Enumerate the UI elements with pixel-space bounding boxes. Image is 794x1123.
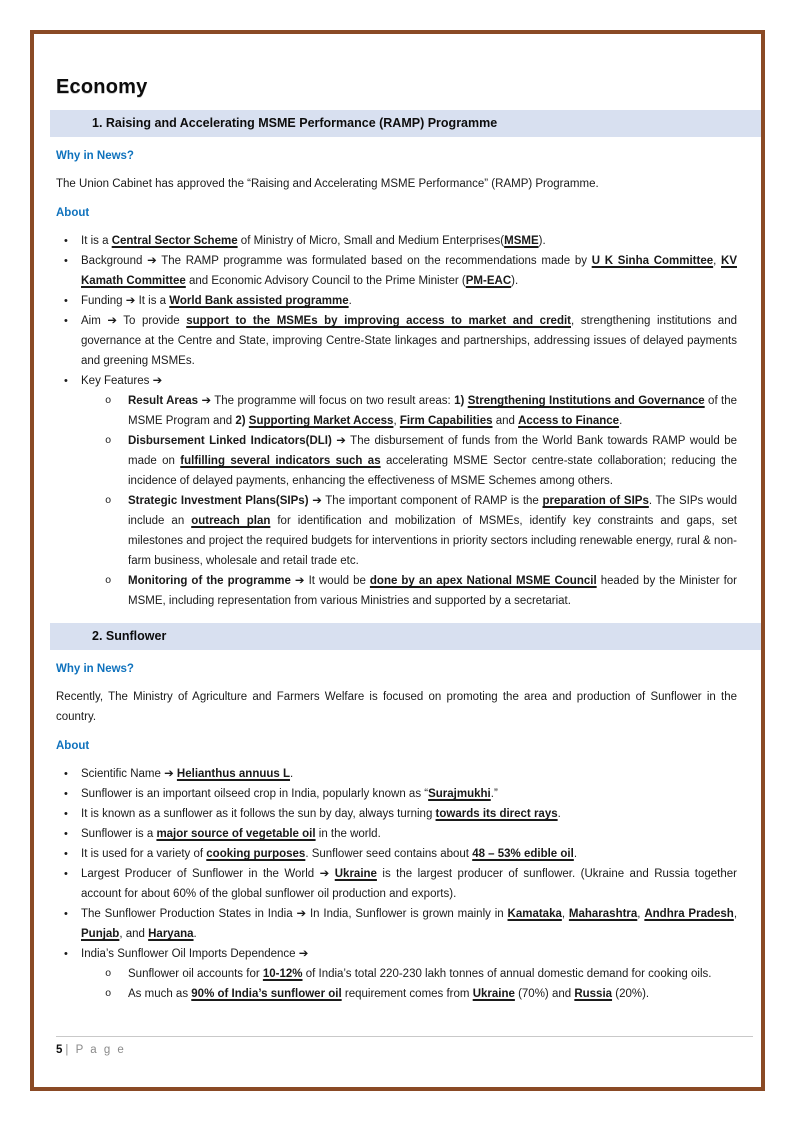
text-segment: Recently, The Ministry of Agriculture and Farmers Welfare is focused on promoting the area and production of Sunflower in the country. xyxy=(56,691,737,723)
text-segment: Sunflower is an important oilseed crop in India, popularly known as “ xyxy=(81,788,429,800)
text-segment: . Sunflower seed contains about xyxy=(305,848,473,860)
bullet-list xyxy=(56,764,737,1004)
text-segment: of the MSME Program and xyxy=(128,395,738,427)
bullet-text xyxy=(128,575,737,607)
text-segment: , xyxy=(733,908,738,920)
text-segment: ). xyxy=(538,235,546,247)
subheading: Why in News? xyxy=(56,663,134,675)
text-segment: major source of vegetable oil xyxy=(156,828,316,840)
bullet-item xyxy=(56,944,737,964)
bullet-marker: • xyxy=(64,868,68,880)
bullet-text xyxy=(81,255,737,287)
text-segment: ). xyxy=(511,275,519,287)
text-segment: Surajmukhi xyxy=(428,788,491,800)
bullet-text xyxy=(81,808,561,820)
bullet-marker: • xyxy=(64,788,68,800)
page-content xyxy=(34,34,761,1016)
subheading: About xyxy=(56,207,90,219)
section-blocks xyxy=(56,150,737,611)
text-segment: Ukraine xyxy=(472,988,515,1000)
bullet-item xyxy=(56,784,737,804)
text-segment: Background ➔ The RAMP programme was formulated based on the recommendations made by xyxy=(81,255,592,267)
text-segment: Aim ➔ To provide xyxy=(81,315,187,327)
bullet-text xyxy=(128,435,737,487)
text-segment: Kamataka xyxy=(507,908,562,920)
section-blocks xyxy=(56,663,737,1004)
text-segment: support to the MSMEs by improving access to market and credit xyxy=(186,315,571,327)
bullet-text xyxy=(128,495,737,567)
text-segment: It is used for a variety of xyxy=(81,848,207,860)
bullet-marker: • xyxy=(64,235,68,247)
bullet-text xyxy=(128,395,737,427)
bullet-marker: • xyxy=(64,255,68,267)
bullet-marker: • xyxy=(64,768,68,780)
page-footer xyxy=(56,1036,753,1056)
text-segment: for identification and mobilization of MSMEs, identify key constraints and gaps, set milestones and project the required budgets for interventions in priority sectors including renewable energy, rural & non-farm business, wholesale and retail trade etc. xyxy=(128,515,737,567)
text-segment: , xyxy=(713,255,722,267)
bullet-item xyxy=(56,904,737,944)
text-segment: The Union Cabinet has approved the “Raising and Accelerating MSME Performance” (RAMP) Programme. xyxy=(56,178,599,190)
text-segment: headed by the Minister for MSME, including representation from various Ministries and supported by a secretariat. xyxy=(128,575,737,607)
bullet-item xyxy=(56,231,737,251)
text-segment: in the world. xyxy=(315,828,381,840)
text-segment: . xyxy=(193,928,197,940)
text-segment: Monitoring of the programme xyxy=(128,575,291,587)
bullet-item xyxy=(56,804,737,824)
bullet-item xyxy=(56,371,737,391)
bullet-text xyxy=(128,988,649,1000)
page-number: 5 xyxy=(56,1044,63,1056)
text-segment: Firm Capabilities xyxy=(399,415,493,427)
text-segment: . xyxy=(290,768,294,780)
sub-bullet-item xyxy=(56,571,737,611)
text-segment: Helianthus annuus L xyxy=(176,768,291,780)
bullet-item xyxy=(56,824,737,844)
bullet-marker: • xyxy=(64,295,68,307)
bullet-marker: • xyxy=(64,315,68,327)
bullet-marker: o xyxy=(105,435,112,447)
text-segment: 2) xyxy=(235,415,249,427)
text-segment: cooking purposes xyxy=(206,848,306,860)
text-segment: 90% of India’s sunflower oil xyxy=(191,988,342,1000)
page-footer-label: | P a g e xyxy=(65,1044,126,1056)
text-segment: Punjab xyxy=(81,928,120,940)
text-segment: (20%). xyxy=(612,988,650,1000)
text-segment: ➔ The programme will focus on two result areas: xyxy=(198,395,455,407)
text-segment: MSME xyxy=(504,235,539,247)
text-segment: India’s Sunflower Oil Imports Dependence ➔ xyxy=(81,948,309,960)
text-segment: and Economic Advisory Council to the Prime Minister ( xyxy=(185,275,466,287)
text-segment: . xyxy=(348,295,352,307)
bullet-text xyxy=(81,295,352,307)
text-segment: accelerating MSME Sector centre-state collaboration; reducing the incidence of delayed payments, enhancing the effectiveness of MSME Schemes among others. xyxy=(128,455,738,487)
bullet-text xyxy=(81,315,737,367)
bullet-text xyxy=(81,788,498,800)
text-segment: Strategic Investment Plans(SIPs) xyxy=(128,495,309,507)
text-segment: Andhra Pradesh xyxy=(644,908,734,920)
text-segment: , xyxy=(393,415,400,427)
text-segment: , strengthening institutions and governance at the Centre and State, improving Centre-State linkages and partnerships, addressing issues of delayed payments and greening MSMEs. xyxy=(81,315,737,367)
bullet-text xyxy=(81,768,293,780)
text-segment: Strengthening Institutions and Governance xyxy=(467,395,705,407)
text-segment: Sunflower oil accounts for xyxy=(128,968,263,980)
text-segment: outreach plan xyxy=(191,515,271,527)
bullet-marker: • xyxy=(64,848,68,860)
sub-bullet-item xyxy=(56,391,737,431)
bullet-marker: o xyxy=(105,988,112,1000)
text-segment: U K Sinha Committee xyxy=(591,255,714,267)
bullet-text xyxy=(81,828,381,840)
bullet-text xyxy=(81,868,737,900)
bullet-marker: o xyxy=(105,968,112,980)
text-segment: ➔ The disbursement of funds from the World Bank towards RAMP would be made on xyxy=(128,435,738,467)
text-segment: Scientific Name ➔ xyxy=(81,768,177,780)
bullet-list xyxy=(56,231,737,611)
text-segment: Maharashtra xyxy=(568,908,638,920)
text-segment: fulfilling several indicators such as xyxy=(180,455,381,467)
text-segment: As much as xyxy=(128,988,192,1000)
bullet-item xyxy=(56,864,737,904)
text-segment: of Ministry of Micro, Small and Medium Enterprises( xyxy=(237,235,505,247)
bullet-marker: o xyxy=(105,575,112,587)
subheading: About xyxy=(56,740,90,752)
bullet-item xyxy=(56,251,737,291)
text-segment: towards its direct rays xyxy=(435,808,558,820)
sub-bullet-item xyxy=(56,431,737,491)
section-sunflower xyxy=(56,623,737,1004)
text-segment: PM-EAC xyxy=(465,275,512,287)
text-segment: Supporting Market Access xyxy=(248,415,394,427)
bullet-item xyxy=(56,311,737,371)
document-page xyxy=(30,30,765,1091)
text-segment: Key Features ➔ xyxy=(81,375,163,387)
text-segment: and xyxy=(492,415,519,427)
text-segment: Result Areas xyxy=(128,395,199,407)
text-segment: It is known as a sunflower as it follows the sun by day, always turning xyxy=(81,808,436,820)
text-segment: (70%) and xyxy=(514,988,575,1000)
bullet-item xyxy=(56,291,737,311)
text-segment: is the largest producer of sunflower. (Ukraine and Russia together account for about 60% of the global sunflower oil production and exports). xyxy=(81,868,737,900)
bullet-marker: o xyxy=(105,395,112,407)
text-segment: It is a xyxy=(81,235,112,247)
sub-bullet-item xyxy=(56,491,737,571)
text-segment: 48 – 53% edible oil xyxy=(472,848,574,860)
bullet-marker: • xyxy=(64,375,68,387)
text-segment: Largest Producer of Sunflower in the World ➔ xyxy=(81,868,335,880)
text-segment: , xyxy=(561,908,569,920)
subheading: Why in News? xyxy=(56,150,134,162)
text-segment: of India’s total 220-230 lakh tonnes of annual domestic demand for cooking oils. xyxy=(302,968,712,980)
text-segment: , and xyxy=(119,928,149,940)
text-segment: . xyxy=(557,808,561,820)
text-segment: preparation of SIPs xyxy=(542,495,649,507)
bullet-item xyxy=(56,844,737,864)
bullet-marker: • xyxy=(64,808,68,820)
text-segment: 1) xyxy=(454,395,468,407)
text-segment: Sunflower is a xyxy=(81,828,157,840)
text-segment: The Sunflower Production States in India ➔ In India, Sunflower is grown mainly in xyxy=(81,908,508,920)
text-segment: Disbursement Linked Indicators(DLI) xyxy=(128,435,332,447)
text-segment: .” xyxy=(490,788,498,800)
paragraph xyxy=(56,174,737,194)
sub-bullet-item xyxy=(56,984,737,1004)
bullet-item xyxy=(56,764,737,784)
text-segment: . xyxy=(619,415,623,427)
text-segment: World Bank assisted programme xyxy=(169,295,349,307)
text-segment: Access to Finance xyxy=(518,415,620,427)
text-segment: Ukraine xyxy=(334,868,377,880)
text-segment: . xyxy=(573,848,578,860)
bullet-text xyxy=(81,848,577,860)
page-title: Economy xyxy=(56,76,148,98)
text-segment: KV Kamath Committee xyxy=(81,255,737,287)
text-segment: done by an apex National MSME Council xyxy=(369,575,597,587)
section-banner: 1. Raising and Accelerating MSME Performance (RAMP) Programme xyxy=(50,110,761,137)
text-segment: 10-12% xyxy=(262,968,303,980)
text-segment: requirement comes from xyxy=(341,988,473,1000)
bullet-marker: o xyxy=(105,495,112,507)
text-segment: . The SIPs would include an xyxy=(128,495,737,527)
bullet-marker: • xyxy=(64,908,68,920)
bullet-marker: • xyxy=(64,828,68,840)
text-segment: Funding ➔ It is a xyxy=(81,295,170,307)
section-banner: 2. Sunflower xyxy=(50,623,761,650)
sub-bullet-item xyxy=(56,964,737,984)
text-segment: ➔ It would be xyxy=(290,575,370,587)
bullet-text xyxy=(81,948,308,960)
text-segment: Central Sector Scheme xyxy=(111,235,238,247)
text-segment: Russia xyxy=(574,988,613,1000)
text-segment: ➔ The important component of RAMP is the xyxy=(308,495,543,507)
bullet-text xyxy=(128,968,711,980)
paragraph xyxy=(56,687,737,727)
bullet-text xyxy=(81,235,546,247)
bullet-marker: • xyxy=(64,948,68,960)
section-ramp-programme xyxy=(56,110,737,611)
text-segment: Haryana xyxy=(148,928,194,940)
bullet-text xyxy=(81,375,162,387)
text-segment: , xyxy=(637,908,645,920)
bullet-text xyxy=(81,908,737,940)
